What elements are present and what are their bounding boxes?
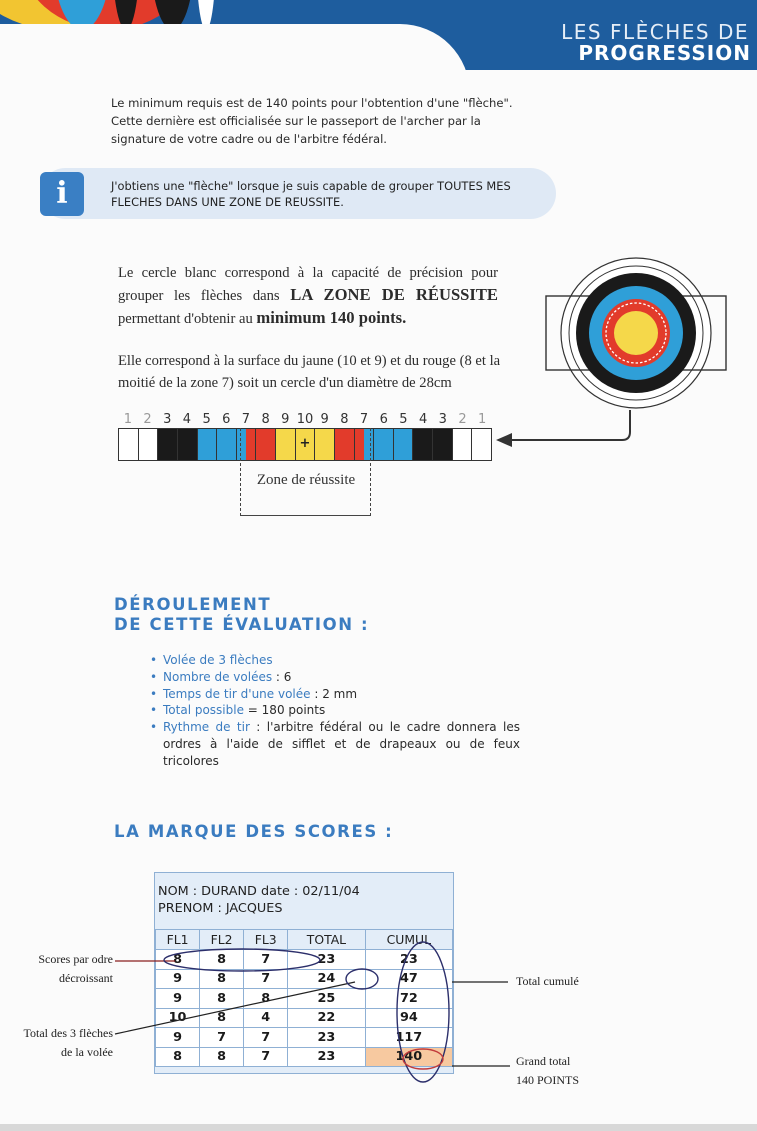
score-cell: 23: [288, 1047, 366, 1067]
intro-paragraph: Le minimum requis est de 140 points pour l'obtention d'une "flèche". Cette dernière est officialisée sur le passeport de l'archer par la signature de votre cadre ou de l'arbitre fédéral.: [111, 96, 513, 146]
zone-number: 6: [379, 412, 388, 427]
header-title: LES FLÈCHES DE: [561, 20, 749, 44]
zone-label: Zone de réussite: [256, 472, 356, 488]
zone-number: 10: [296, 412, 314, 427]
zone-number: 8: [261, 412, 270, 427]
section-title-1b: DE CETTE ÉVALUATION :: [114, 615, 370, 634]
evaluation-item-label: Volée de 3 flèches: [163, 653, 273, 667]
section-title-1a: DÉROULEMENT: [114, 595, 272, 614]
ellipse-cumul-column: [397, 942, 449, 1082]
score-cell: 8: [200, 1008, 244, 1028]
zone-description-2: Elle correspond à la surface du jaune (10 et 9) et du rouge (8 et la moitié de la zone 7) soit un cercle d'un diamètre de 28cm: [118, 353, 501, 391]
zone-number: 9: [320, 412, 329, 427]
score-cell: 25: [288, 989, 366, 1009]
score-cell: 8: [156, 950, 200, 970]
evaluation-item-label: Rythme de tir: [163, 720, 250, 735]
desc-bold1: LA ZONE DE RÉUSSITE: [290, 285, 498, 304]
footer-band: [0, 1124, 757, 1131]
annotation-grand-total-points: 140 POINTS: [516, 1073, 580, 1087]
desc-bold2: minimum 140 points.: [256, 308, 407, 327]
desc-part2: permettant d'obtenir au: [118, 311, 253, 327]
section-title-2: LA MARQUE DES SCORES :: [114, 822, 394, 841]
annotation-grand-total-label: Grand total: [516, 1054, 571, 1068]
ellipse-grand-total: [403, 1049, 443, 1069]
score-cell: 140: [365, 1047, 452, 1067]
zone-number: 1: [478, 412, 487, 427]
zone-number: 8: [340, 412, 349, 427]
evaluation-item-value: : l'arbitre fédéral ou le cadre donnera les ordres à l'aide de sifflet et de drapeaux ou de feux tricolores: [163, 720, 520, 768]
score-cell: 10: [156, 1008, 200, 1028]
score-cell: 23: [365, 950, 452, 970]
info-icon: i: [40, 172, 84, 216]
zone-center-mark: +: [299, 436, 311, 451]
score-column-header: FL3: [244, 930, 288, 950]
score-cell: 47: [365, 969, 452, 989]
info-text: J'obtiens une "flèche" lorsque je suis capable de grouper TOUTES MES FLECHES DANS UNE ZONE DE REUSSITE.: [111, 179, 511, 209]
zone-number: 1: [123, 412, 132, 427]
score-cell: 7: [244, 969, 288, 989]
score-cell: 8: [200, 969, 244, 989]
evaluation-item-value: : 2 mm: [310, 686, 358, 701]
score-cell: 7: [244, 950, 288, 970]
zone-number: 6: [222, 412, 231, 427]
score-cell: 8: [200, 1047, 244, 1067]
score-column-header: CUMUL: [365, 930, 452, 950]
annotation-total-3: Total des 3 flèches de la volée: [23, 1026, 113, 1059]
score-cell: 8: [156, 1047, 200, 1067]
annotation-line-total-3: [115, 982, 355, 1034]
evaluation-item-value: = 180 points: [243, 703, 326, 718]
score-cell: 23: [288, 1028, 366, 1048]
zone-number: 4: [182, 412, 192, 427]
zone-number: 3: [438, 412, 447, 427]
score-cell: 9: [156, 969, 200, 989]
score-cell: 24: [288, 969, 366, 989]
desc-part1: Le cercle blanc correspond à la capacité de précision pour grouper les flèches dans: [118, 265, 498, 304]
target-yellow-center: [614, 311, 658, 355]
score-card-name: NOM : DURAND date : 02/11/04: [158, 884, 360, 899]
zone-number: 2: [143, 412, 152, 427]
zone-number: 9: [281, 412, 290, 427]
ellipse-first-row: [164, 949, 320, 971]
zone-number: 5: [202, 412, 211, 427]
zone-number: 2: [458, 412, 467, 427]
score-cell: 72: [365, 989, 452, 1009]
score-cell: 8: [200, 989, 244, 1009]
score-cell: 7: [244, 1047, 288, 1067]
score-card-firstname: PRENOM : JACQUES: [158, 901, 283, 916]
score-cell: 8: [200, 950, 244, 970]
annotation-scores-order: Scores par odre décroissant: [38, 952, 113, 985]
evaluation-item-label: Nombre de volées: [163, 669, 273, 684]
score-column-header: FL1: [156, 930, 200, 950]
evaluation-item-label: Temps de tir d'une volée: [163, 686, 311, 701]
score-column-header: FL2: [200, 930, 244, 950]
annotation-total-cumul: Total cumulé: [516, 974, 579, 988]
score-cell: 9: [156, 1028, 200, 1048]
zone-number: 5: [399, 412, 408, 427]
pointer-line: [508, 410, 630, 440]
evaluation-item-label: Total possible: [163, 703, 244, 718]
score-column-header: TOTAL: [288, 930, 366, 950]
header-subtitle: PROGRESSION: [578, 41, 751, 65]
score-cell: 22: [288, 1008, 366, 1028]
score-cell: 94: [365, 1008, 452, 1028]
zone-number: 7: [359, 412, 369, 427]
zone-number: 7: [241, 412, 251, 427]
zone-number: 4: [418, 412, 428, 427]
zone-number: 3: [163, 412, 172, 427]
evaluation-item-value: : 6: [272, 669, 292, 684]
score-cell: 8: [244, 989, 288, 1009]
score-cell: 23: [288, 950, 366, 970]
score-cell: 4: [244, 1008, 288, 1028]
score-cell: 117: [365, 1028, 452, 1048]
ellipse-total-24: [346, 969, 378, 989]
score-cell: 7: [244, 1028, 288, 1048]
score-cell: 9: [156, 989, 200, 1009]
arrow-icon: [496, 433, 512, 447]
score-cell: 7: [200, 1028, 244, 1048]
target-diagram: [546, 258, 726, 408]
